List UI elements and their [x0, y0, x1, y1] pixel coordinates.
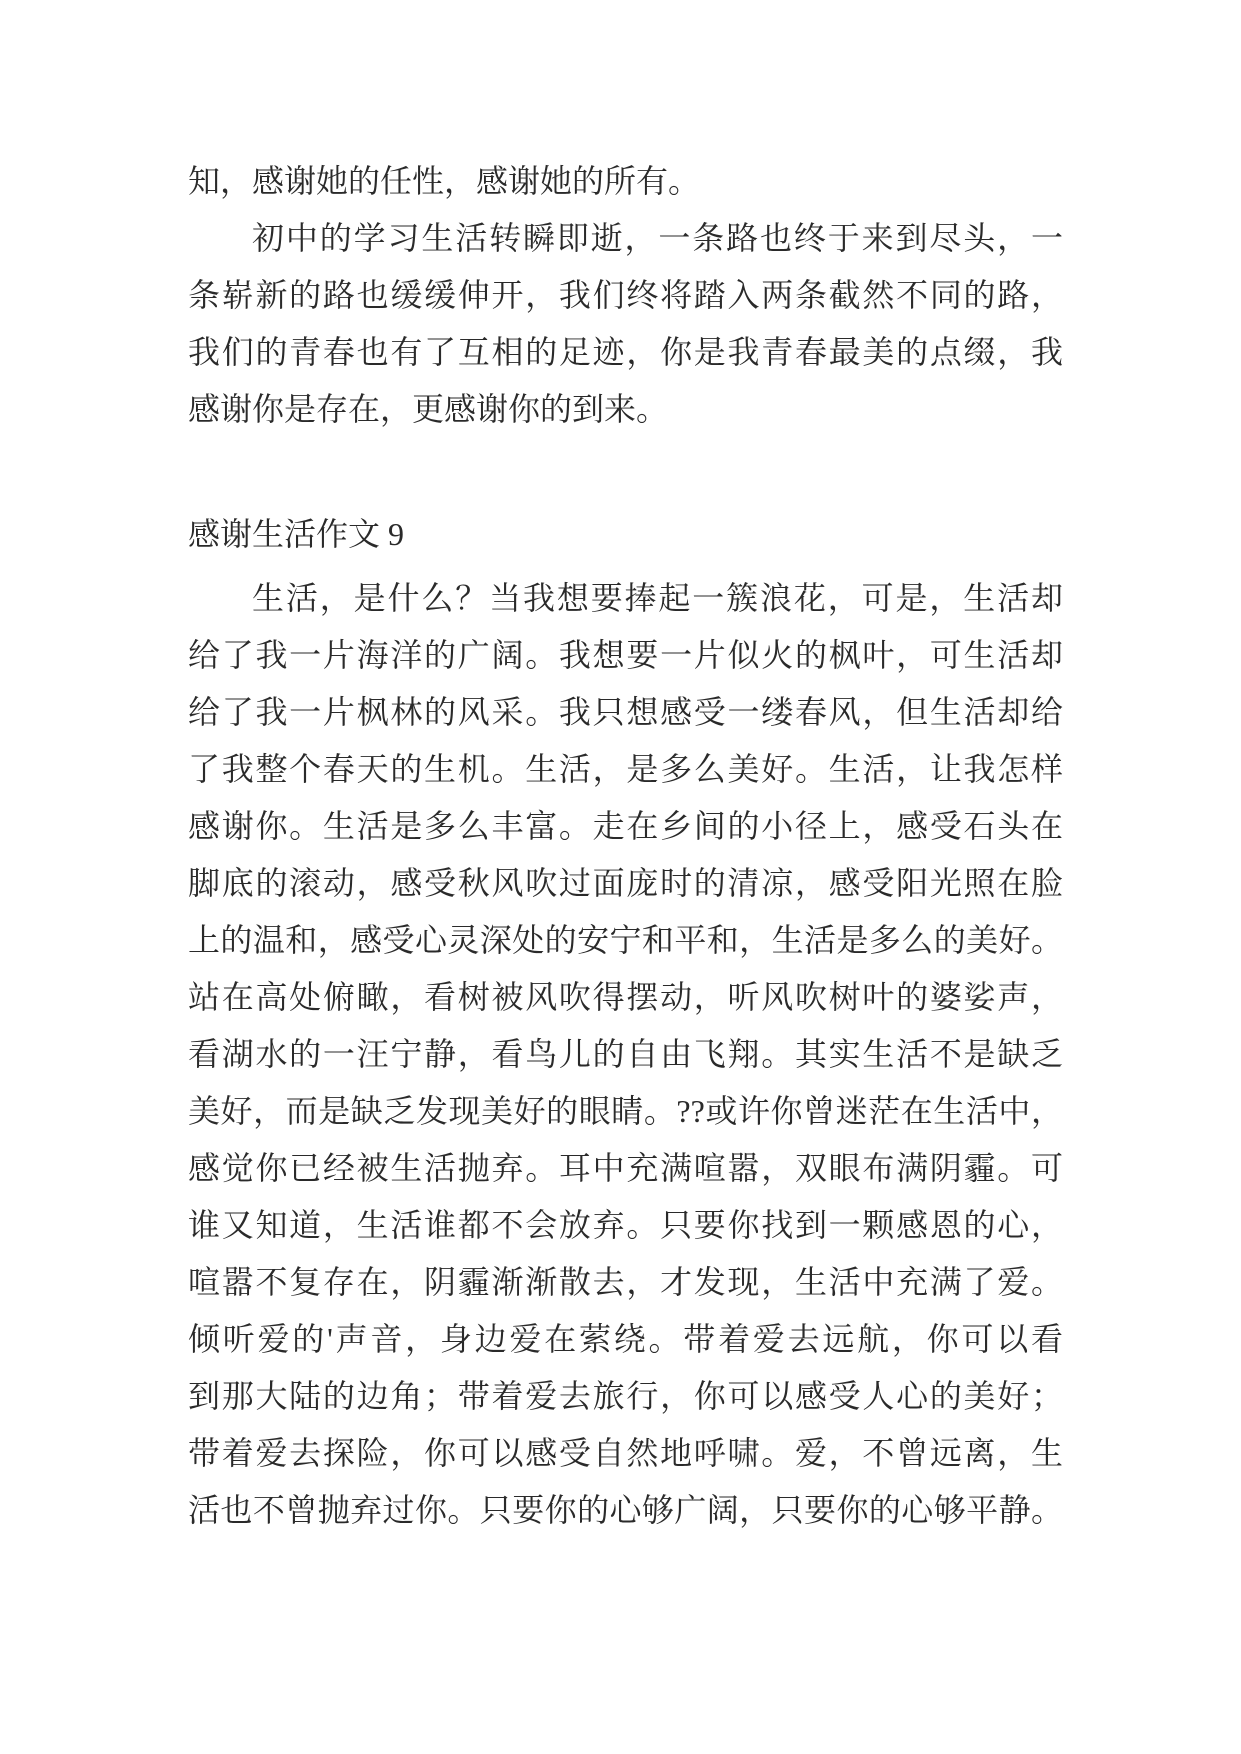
text-line: 脚底的滚动，感受秋风吹过面庞时的清凉，感受阳光照在脸: [188, 865, 1063, 901]
paragraph-essay-9: [188, 570, 1063, 1539]
text-line: 看湖水的一汪宁静，看鸟儿的自由飞翔。其实生活不是缺乏: [188, 1036, 1063, 1072]
essay-9-heading: [188, 506, 1063, 563]
text-line: 我们的青春也有了互相的足迹，你是我青春最美的点缀，我: [188, 334, 1063, 370]
text-line: 感谢你。生活是多么丰富。走在乡间的小径上，感受石头在: [188, 808, 1063, 844]
text-line: 谁又知道，生活谁都不会放弃。只要你找到一颗感恩的心，: [188, 1207, 1063, 1243]
heading-line: 感谢生活作文 9: [188, 516, 405, 552]
text-line: 感谢你是存在，更感谢你的到来。: [188, 391, 669, 427]
text-line: 给了我一片海洋的广阔。我想要一片似火的枫叶，可生活却: [188, 637, 1063, 673]
text-line: 了我整个春天的生机。生活，是多么美好。生活，让我怎样: [188, 751, 1063, 787]
text-line: 站在高处俯瞰，看树被风吹得摆动，听风吹树叶的婆娑声，: [188, 979, 1063, 1015]
text-line: 美好，而是缺乏发现美好的眼睛。??或许你曾迷茫在生活中，: [188, 1093, 1063, 1129]
text-line: 倾听爱的'声音，身边爱在萦绕。带着爱去远航，你可以看: [188, 1321, 1063, 1357]
text-line: 给了我一片枫林的风采。我只想感受一缕春风，但生活却给: [188, 694, 1063, 730]
paragraph-graduation: [188, 210, 1063, 438]
text-line: 条崭新的路也缓缓伸开，我们终将踏入两条截然不同的路，: [188, 277, 1063, 313]
text-line: 带着爱去探险，你可以感受自然地呼啸。爱，不曾远离，生: [188, 1435, 1063, 1471]
text-line: 知，感谢她的任性，感谢她的所有。: [188, 163, 701, 199]
text-line: 活也不曾抛弃过你。只要你的心够广阔，只要你的心够平静。: [188, 1492, 1063, 1528]
text-line: 喧嚣不复存在，阴霾渐渐散去，才发现，生活中充满了爱。: [188, 1264, 1063, 1300]
document-text: [188, 153, 1063, 1539]
text-line: 感觉你已经被生活抛弃。耳中充满喧嚣，双眼布满阴霾。可: [188, 1150, 1063, 1186]
text-line: 上的温和，感受心灵深处的安宁和平和，生活是多么的美好。: [188, 922, 1063, 958]
text-line: 生活，是什么？当我想要捧起一簇浪花，可是，生活却: [252, 580, 1063, 616]
paragraph-continuation: [188, 153, 1063, 210]
text-line: 初中的学习生活转瞬即逝，一条路也终于来到尽头，一: [252, 220, 1063, 256]
text-line: 到那大陆的边角；带着爱去旅行，你可以感受人心的美好；: [188, 1378, 1063, 1414]
